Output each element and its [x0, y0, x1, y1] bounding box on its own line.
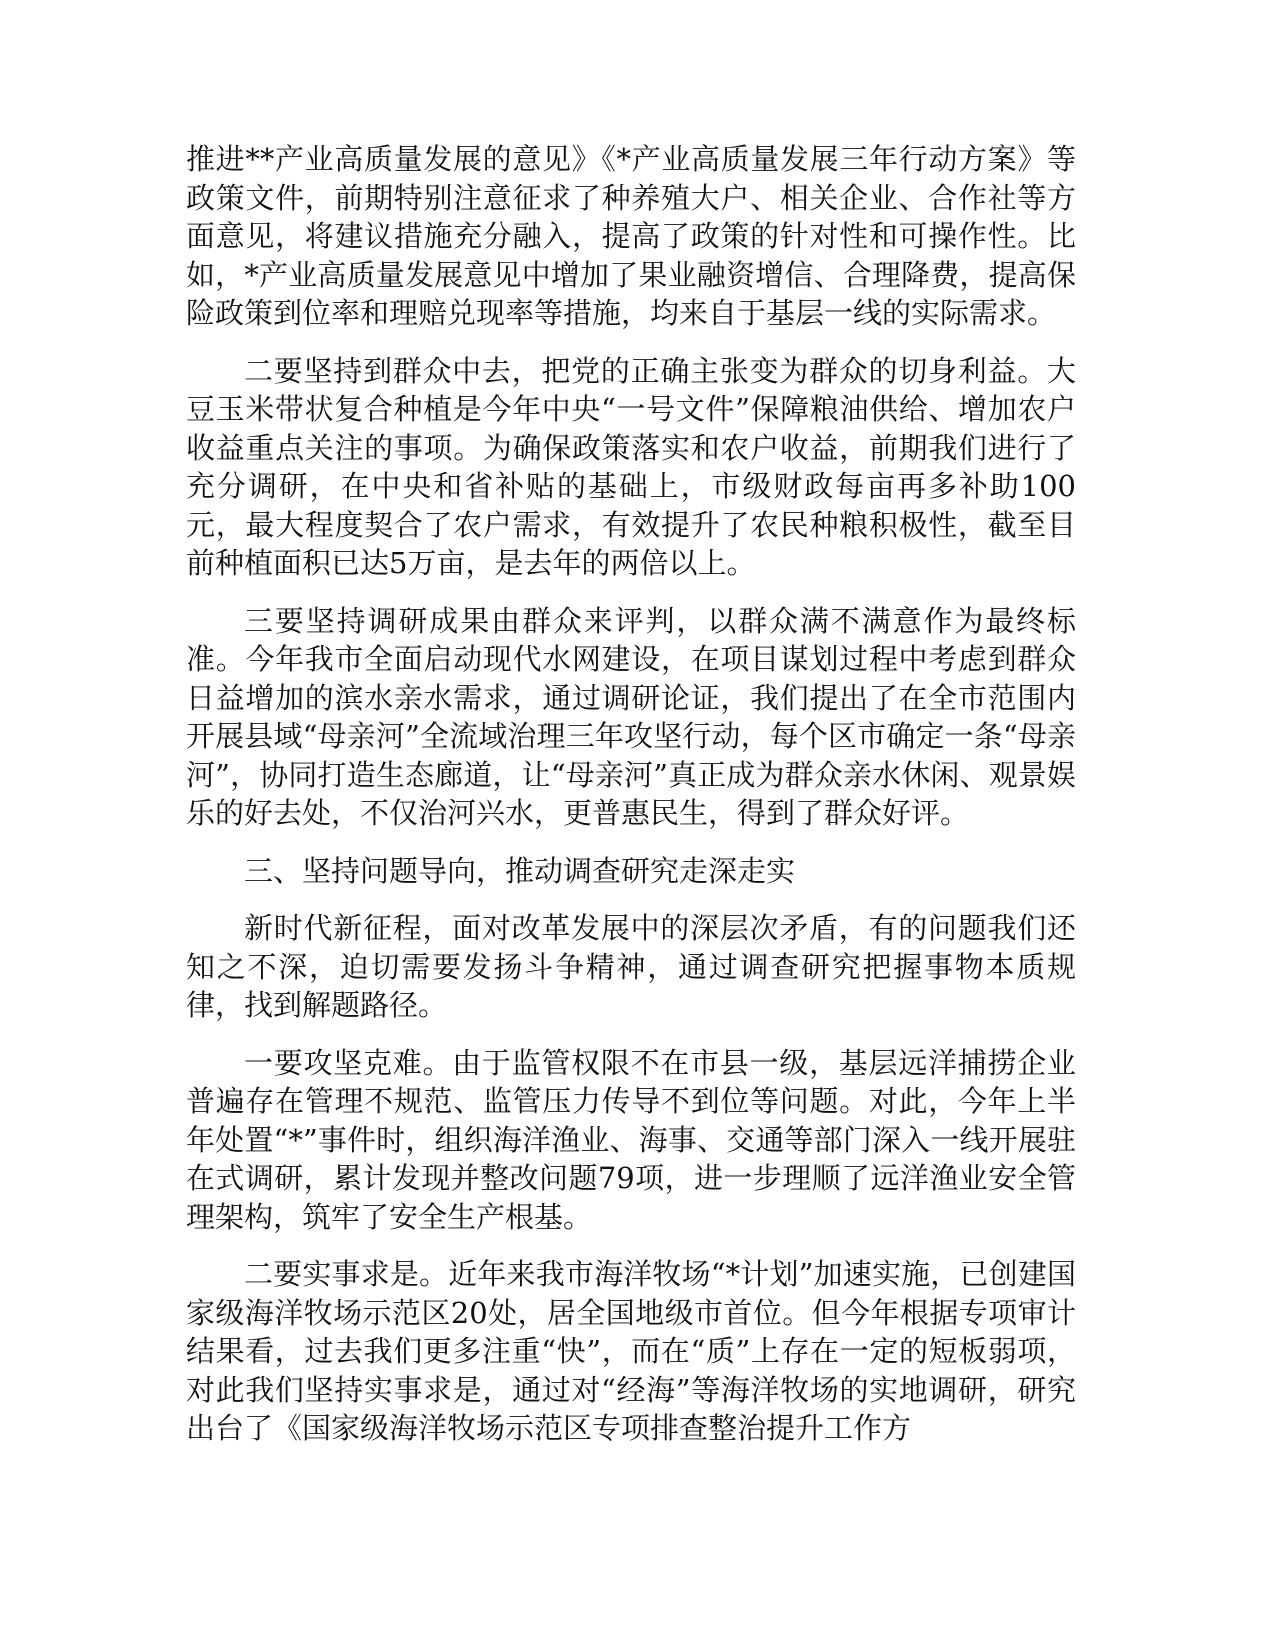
section-heading-problem-orientation: 三、坚持问题导向，推动调查研究走深走实	[244, 853, 796, 888]
paragraph-policy-documents: 推进**产业高质量发展的意见》《*产业高质量发展三年行动方案》等政策文件，前期特别注意征求了种养殖大户、相关企业、合作社等方面意见，将建议措施充分融入，提高了政策的针对性和可操作性。比如，*产业高质量发展意见中增加了果业融资增信、合理降费，提高保险政策到位率和理赔兑现率等措施，均来自于基层一线的实际需求。	[186, 142, 1076, 330]
paragraph-seek-truth-from-facts: 二要实事求是。近年来我市海洋牧场“*计划”加速实施，已创建国家级海洋牧场示范区20处，居全国地级市首位。但今年根据专项审计结果看，过去我们更多注重“快”，而在“质”上存在一定的短板弱项，对此我们坚持实事求是，通过对“经海”等海洋牧场的实地调研，研究出台了《国家级海洋牧场示范区专项排查整治提升工作方	[186, 1257, 1076, 1445]
document-body	[186, 140, 1076, 1467]
paragraph-new-era: 新时代新征程，面对改革发展中的深层次矛盾，有的问题我们还知之不深，迫切需要发扬斗争精神，通过调查研究把握事物本质规律，找到解题路径。	[186, 911, 1076, 1022]
paragraph-masses-judge-results: 三要坚持调研成果由群众来评判，以群众满不满意作为最终标准。今年我市全面启动现代水网建设，在项目谋划过程中考虑到群众日益增加的滨水亲水需求，通过调研论证，我们提出了在全市范围内开展县域“母亲河”全流域治理三年攻坚行动，每个区市确定一条“母亲河”，协同打造生态廊道，让“母亲河”真正成为群众亲水休闲、观景娱乐的好去处，不仅治河兴水，更普惠民生，得到了群众好评。	[186, 603, 1076, 830]
paragraph-tackle-difficulties: 一要攻坚克难。由于监管权限不在市县一级，基层远洋捕捞企业普遍存在管理不规范、监管压力传导不到位等问题。对此，今年上半年处置“*”事件时，组织海洋渔业、海事、交通等部门深入一线开展驻在式调研，累计发现并整改问题79项，进一步理顺了远洋渔业安全管理架构，筑牢了安全生产根基。	[186, 1045, 1076, 1234]
paragraph-go-to-masses: 二要坚持到群众中去，把党的正确主张变为群众的切身利益。大豆玉米带状复合种植是今年中央“一号文件”保障粮油供给、增加农户收益重点关注的事项。为确保政策落实和农户收益，前期我们进行了充分调研，在中央和省补贴的基础上，市级财政每亩再多补助100元，最大程度契合了农户需求，有效提升了农民种粮积极性，截至目前种植面积已达5万亩，是去年的两倍以上。	[186, 353, 1076, 580]
